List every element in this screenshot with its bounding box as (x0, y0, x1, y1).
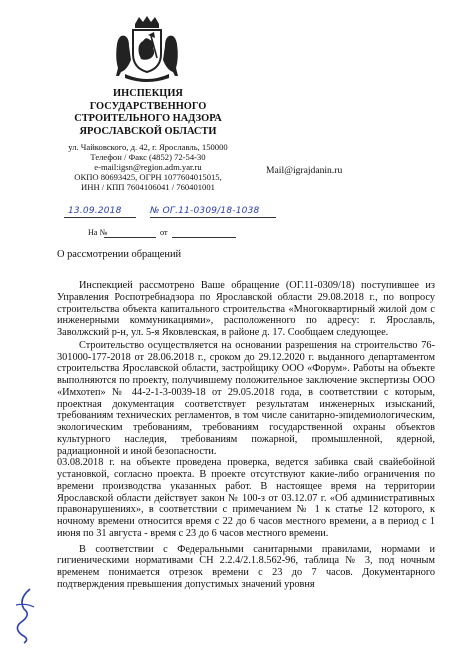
paragraph: Строительство осуществляется на основании разрешения на строительство 76- 301000-177-2018 от 28.06.2018 г., сроком до 29.12.2020 г. выданного департаментом строительства Ярославской области, застройщику ООО «Форум». Работы на объекте выполняются по проекту, получившему положительное заключение экспертизы ООО «Имхотеп» № 44-2-1-3-0039-18 от 29.05.2018 года, в соответствии с которым, проектная документация соответствует результатам инженерных изысканий, требованиям технических регламентов, в том числе санитарно-эпидемиологическим, экологическим требованиям, требованиям государственной охраны объектов культурного наследия, требованиям пожарной, промышленной, ядерной, радиационной и иной безопасности. (57, 339, 435, 457)
date-underline (64, 217, 136, 218)
organization-address (58, 142, 238, 192)
ref-date-underline (172, 237, 236, 238)
organization-name (60, 88, 236, 138)
number-underline (150, 217, 276, 218)
letter-subject: О рассмотрении обращений (57, 249, 182, 260)
paragraph: В соответствии с Федеральными санитарными правилами, нормами и гигиеническими нормативами СН 2.2.4/2.1.8.562-96, таблица № 3, под ночным временем понимается отрезок времени с 23 до 7 часов. Документарного подтверждения превышения допустимых значений уровня (57, 543, 435, 590)
recipient-email: Mail@igrajdanin.ru (266, 165, 343, 176)
email-line: e-mail:igsn@region.adm.yar.ru (94, 162, 202, 173)
ref-number-underline (104, 237, 156, 238)
letter-body (57, 280, 435, 591)
ref-from-label: от (160, 228, 168, 237)
coat-of-arms-icon (113, 14, 181, 84)
phone-line: Телефон / Факс (4852) 72-54-30 (90, 152, 206, 163)
org-line: ИНСПЕКЦИЯ (113, 88, 183, 99)
handwritten-date: 13.09.2018 (68, 206, 122, 216)
okpo-line: ОКПО 80693425, ОГРН 1077604015015, (74, 172, 222, 183)
paragraph: 03.08.2018 г. на объекте проведена проверка, ведется забивка свай свайебойной установкой, согласно проекта. В проекте отсутствуют какие-либо ограничения по времени производства указанных работ. В настоящее время на территории Ярославской области действует закон № 100-з от 03.12.07 г. «Об административных правонарушениях», в соответствии с примечанием № 1 к статье 12 которого, к ночному времени относится время с 22 до 6 часов местного времени, а в период с 1 июня по 31 августа - время с 23 до 6 часов местного времени. (57, 457, 435, 539)
signature-icon (10, 585, 40, 645)
org-line: ЯРОСЛАВСКОЙ ОБЛАСТИ (79, 125, 217, 137)
org-line: СТРОИТЕЛЬНОГО НАДЗОРА (74, 113, 222, 125)
inn-line: ИНН / КПП 7604106041 / 760401001 (81, 182, 215, 193)
handwritten-number: № ОГ.11-0309/18-1038 (150, 206, 260, 216)
address-line: ул. Чайковского, д. 42, г. Ярославль, 150000 (68, 142, 228, 152)
ref-label: На № (88, 228, 108, 237)
org-line: ГОСУДАРСТВЕННОГО (89, 100, 207, 112)
paragraph: Инспекцией рассмотрено Ваше обращение (ОГ.11-0309/18) поступившее из Управления Роспотребнадзора по Ярославской области 29.08.2018 г., по вопросу строительства объекта капитального строительства «Многоквартирный жилой дом с инженерными коммуникациями», расположенного по адресу: г. Ярославль, Заволжский р-н, ул. 5-я Яковлевская, в районе д. 17. Сообщаем следующее. (57, 280, 435, 338)
